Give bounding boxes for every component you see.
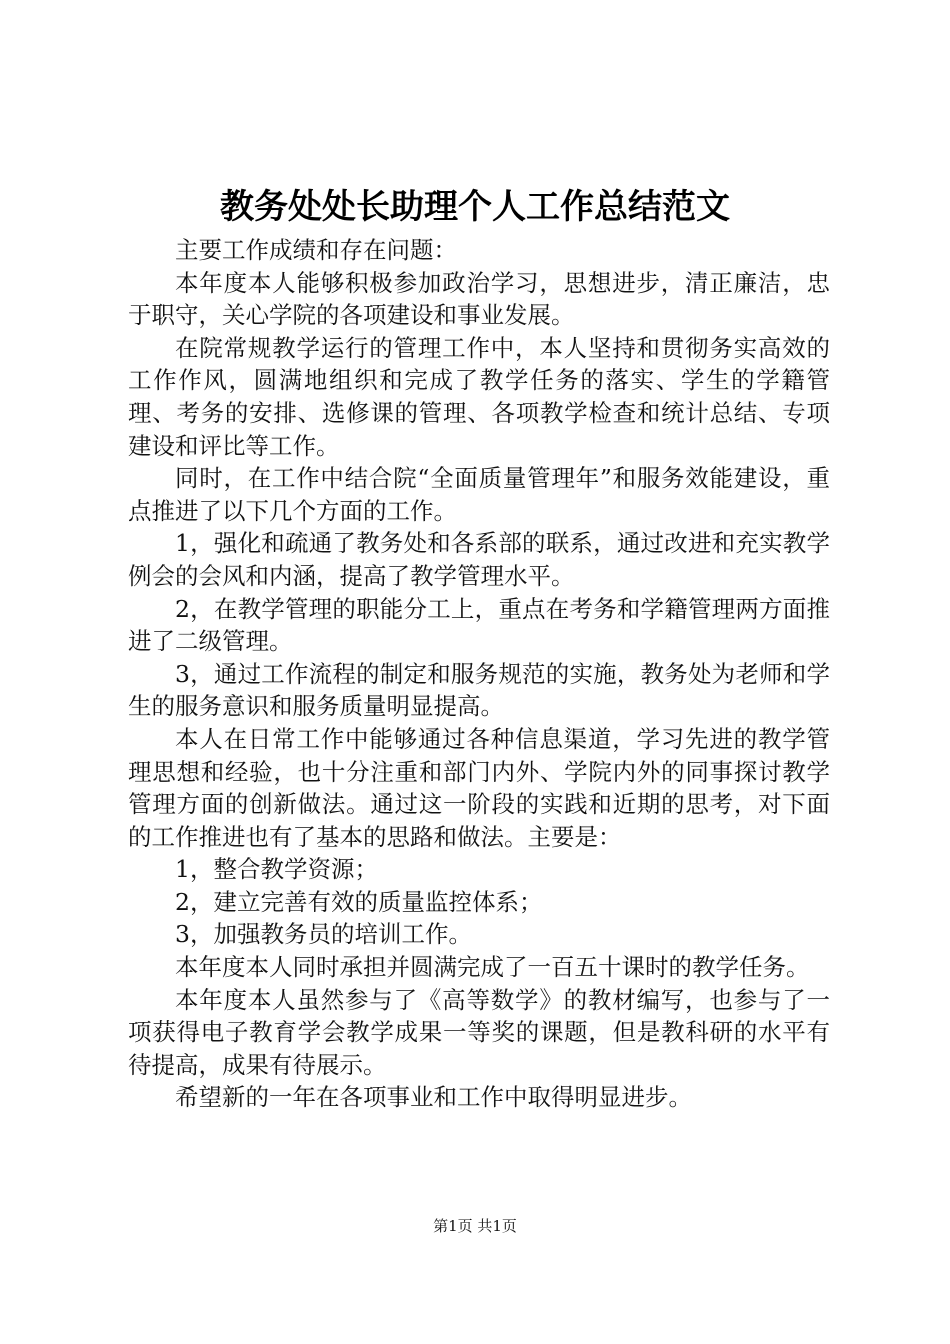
page-footer: 第1页 共1页 xyxy=(433,1217,517,1235)
numbered-paragraph: 1，强化和疏通了教务处和各系部的联系，通过改进和充实教学例会的会风和内涵，提高了教学管理水平。 xyxy=(128,529,830,590)
document-title: 教务处处长助理个人工作总结范文 xyxy=(220,187,730,227)
paragraph: 在院常规教学运行的管理工作中，本人坚持和贯彻务实高效的工作作风，圆满地组织和完成了教学任务的落实、学生的学籍管理、考务的安排、选修课的管理、各项教学检查和统计总结、专项建设和评比等工作。 xyxy=(128,333,830,460)
paragraph: 希望新的一年在各项事业和工作中取得明显进步。 xyxy=(175,1083,692,1112)
document-body xyxy=(128,234,830,1114)
paragraph: 本人在日常工作中能够通过各种信息渠道，学习先进的教学管理思想和经验，也十分注重和部门内外、学院内外的同事探讨教学管理方面的创新做法。通过这一阶段的实践和近期的思考，对下面的工作推进也有了基本的思路和做法。主要是： xyxy=(128,724,830,851)
numbered-paragraph: 2，在教学管理的职能分工上，重点在考务和学籍管理两方面推进了二级管理。 xyxy=(128,594,830,656)
list-item: 1，整合教学资源； xyxy=(175,855,378,884)
paragraph-heading: 主要工作成绩和存在问题： xyxy=(175,236,457,264)
list-item: 2，建立完善有效的质量监控体系； xyxy=(175,887,543,916)
list-item: 3，加强教务员的培训工作。 xyxy=(175,920,472,949)
paragraph: 本年度本人同时承担并圆满完成了一百五十课时的教学任务。 xyxy=(175,953,810,982)
numbered-paragraph: 3，通过工作流程的制定和服务规范的实施，教务处为老师和学生的服务意识和服务质量明显提高。 xyxy=(128,659,830,721)
paragraph: 同时，在工作中结合院“全面质量管理年”和服务效能建设，重点推进了以下几个方面的工作。 xyxy=(128,464,830,525)
paragraph: 本年度本人虽然参与了《高等数学》的教材编写，也参与了一项获得电子教育学会教学成果一等奖的课题，但是教科研的水平有待提高，成果有待展示。 xyxy=(128,985,830,1079)
paragraph: 本年度本人能够积极参加政治学习，思想进步，清正廉洁，忠于职守，关心学院的各项建设和事业发展。 xyxy=(128,268,830,330)
